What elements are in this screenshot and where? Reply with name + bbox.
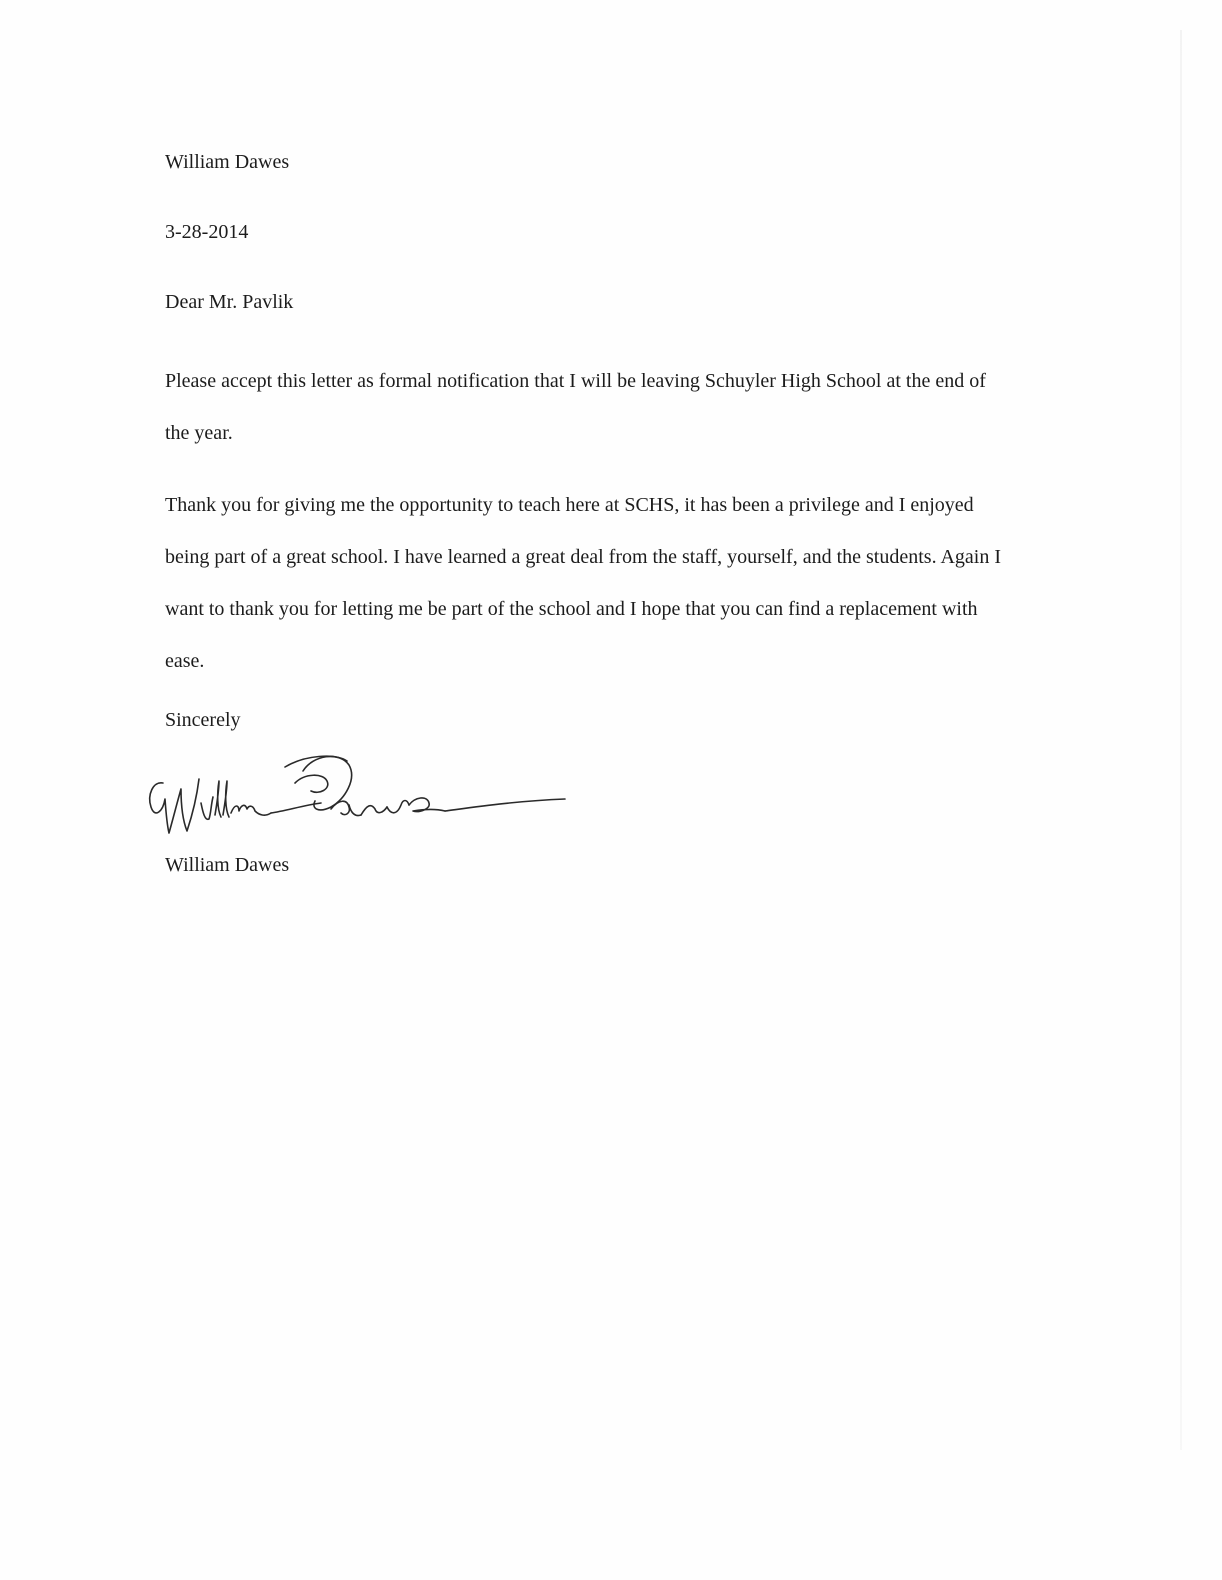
letter-body (165, 149, 1025, 878)
closing: Sincerely (165, 709, 241, 731)
sender-name: William Dawes (165, 151, 290, 173)
scan-edge-shadow (1180, 30, 1182, 1450)
paragraph-thanks: Thank you for giving me the opportunity to teach here at SCHS, it has been a privilege and I enjoyed being part of a great school. I have learned a great deal from the staff, yourself, and the students. Again I want to thank you for letting me be part of the school and I hope that you can find a replacement with ease. (165, 494, 1001, 672)
paragraph-notification: Please accept this letter as formal notification that I will be leaving Schuyler High School at the end of the year. (165, 370, 986, 444)
handwritten-signature (135, 733, 575, 848)
salutation: Dear Mr. Pavlik (165, 291, 294, 313)
printed-name: William Dawes (165, 854, 290, 876)
letter-date: 3-28-2014 (165, 221, 249, 243)
